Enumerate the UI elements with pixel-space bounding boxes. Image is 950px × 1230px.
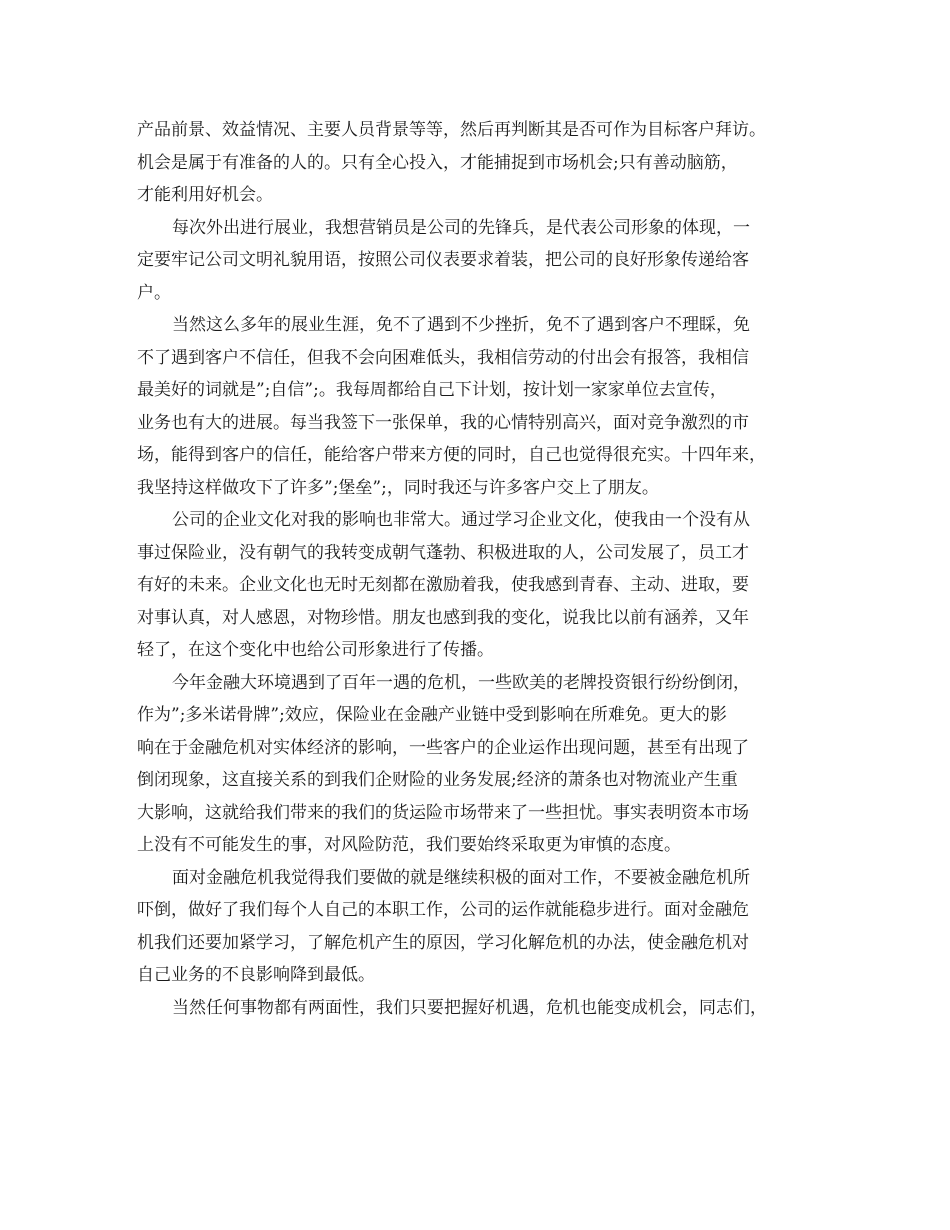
text-line: 吓倒，做好了我们每个人自己的本职工作，公司的运作就能稳步进行。面对金融危 [137, 900, 749, 920]
text-line: 大影响，这就给我们带来的我们的货运险市场带来了一些担忧。事实表明资本市场 [137, 802, 749, 823]
text-line: 我坚持这样做攻下了许多”;堡垒”;，同时我还与许多客户交上了朋友。 [137, 477, 659, 498]
text-line: 轻了，在这个变化中也给公司形象进行了传播。 [137, 640, 494, 660]
text-line: 户。 [137, 282, 171, 303]
text-line: 有好的未来。企业文化也无时无刻都在激励着我，使我感到青春、主动、进取，要 [137, 575, 749, 595]
text-line: 不了遇到客户不信任，但我不会向困难低头，我相信劳动的付出会有报答，我相信 [137, 347, 749, 368]
text-line: 对事认真，对人感恩，对物珍惜。朋友也感到我的变化，说我比以前有涵养，又年 [137, 607, 749, 628]
paragraph-start-line: 当然任何事物都有两面性，我们只要把握好机遇，危机也能变成机会，同志们， [172, 997, 767, 1018]
text-line: 产品前景、效益情况、主要人员背景等等，然后再判断其是否可作为目标客户拜访。 [137, 120, 766, 140]
paragraph-start-line: 每次外出进行展业，我想营销员是公司的先锋兵，是代表公司形象的体现，一 [172, 217, 750, 238]
text-line: 倒闭现象，这直接关系的到我们企财险的业务发展;经济的萧条也对物流业产生重 [137, 770, 738, 790]
text-line: 最美好的词就是”;自信”;。我每周都给自己下计划，按计划一家家单位去宣传， [137, 380, 727, 400]
text-line: 上没有不可能发生的事，对风险防范，我们要始终采取更为审慎的态度。 [137, 835, 681, 855]
text-line: 机我们还要加紧学习，了解危机产生的原因，学习化解危机的办法，使金融危机对 [137, 932, 749, 953]
text-line: 场，能得到客户的信任，能给客户带来方便的同时，自己也觉得很充实。十四年来， [137, 445, 766, 465]
document-body [137, 114, 827, 1024]
text-line: 自己业务的不良影响降到最低。 [137, 965, 375, 985]
text-line: 响在于金融危机对实体经济的影响，一些客户的企业运作出现问题，甚至有出现了 [137, 737, 749, 758]
text-line: 作为”;多米诺骨牌”;效应，保险业在金融产业链中受到影响在所难免。更大的影 [137, 705, 727, 725]
text-line: 定要牢记公司文明礼貌用语，按照公司仪表要求着装，把公司的良好形象传递给客 [137, 250, 749, 270]
text-line: 机会是属于有准备的人的。只有全心投入，才能捕捉到市场机会;只有善动脑筋， [137, 152, 738, 173]
paragraph-start-line: 今年金融大环境遇到了百年一遇的危机，一些欧美的老牌投资银行纷纷倒闭， [172, 672, 750, 693]
text-line: 才能利用好机会。 [137, 185, 273, 205]
paragraph-start-line: 当然这么多年的展业生涯，免不了遇到不少挫折，免不了遇到客户不理睬，免 [172, 315, 750, 335]
paragraph-start-line: 面对金融危机我觉得我们要做的就是继续积极的面对工作，不要被金融危机所 [172, 867, 750, 888]
paragraph-start-line: 公司的企业文化对我的影响也非常大。通过学习企业文化，使我由一个没有从 [172, 510, 750, 530]
text-line: 业务也有大的进展。每当我签下一张保单，我的心情特别高兴，面对竞争激烈的市 [137, 412, 749, 433]
text-line: 事过保险业，没有朝气的我转变成朝气蓬勃、积极进取的人，公司发展了，员工才 [137, 542, 749, 563]
